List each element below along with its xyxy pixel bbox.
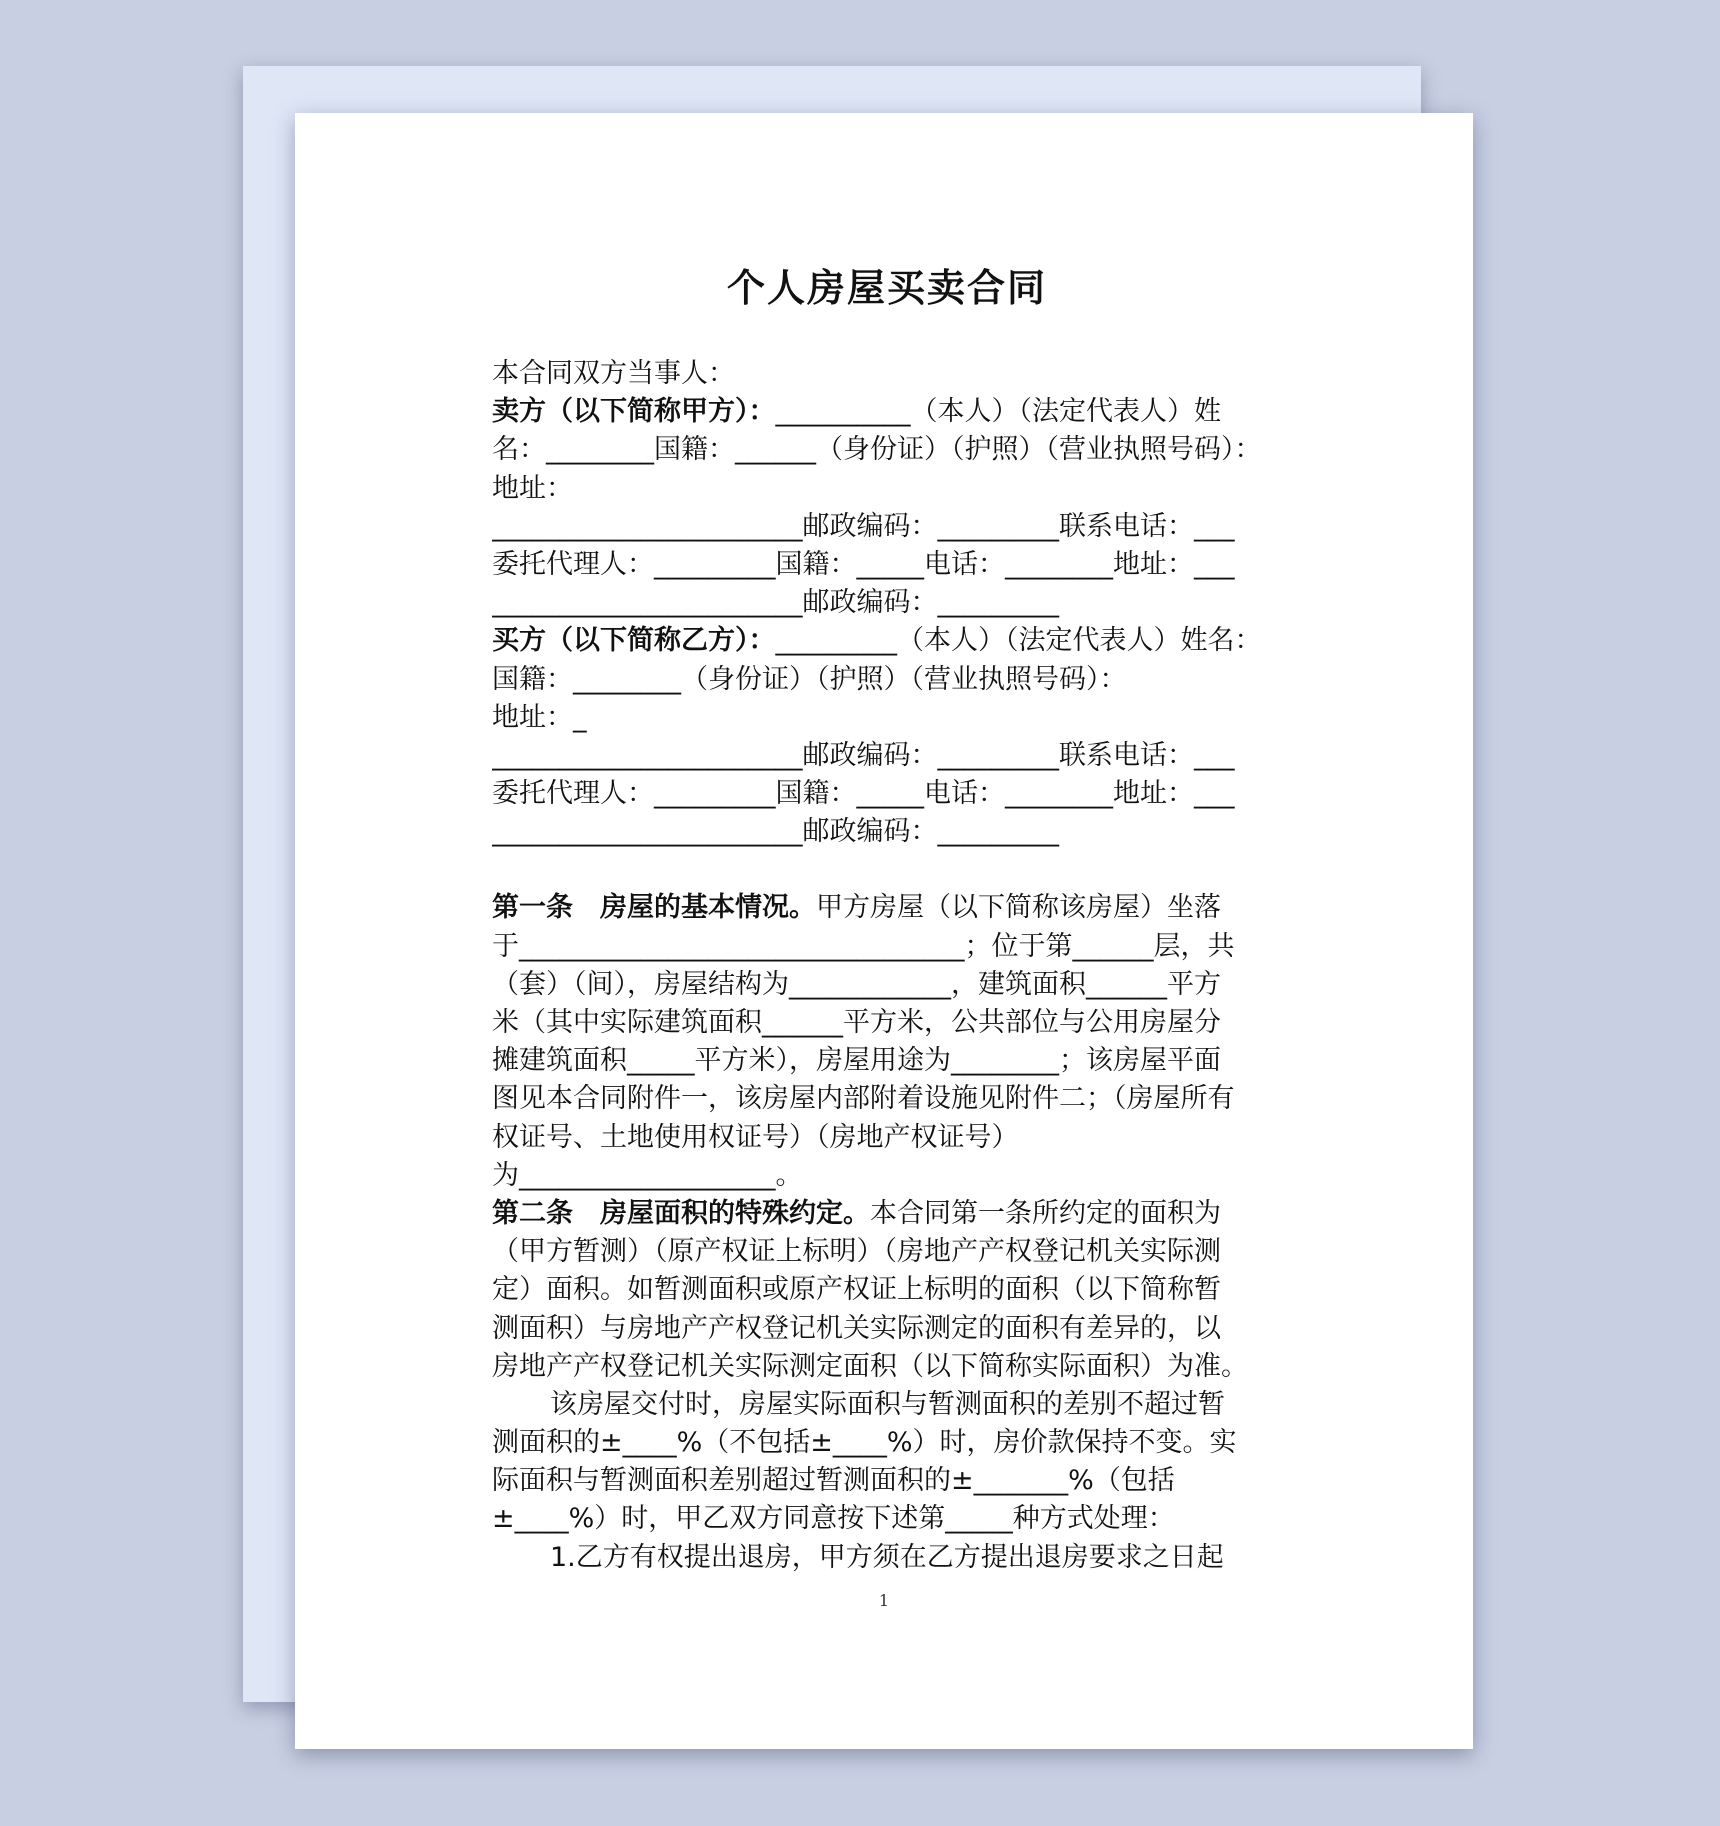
document-line xyxy=(492,737,1282,775)
line-text: 本合同第一条所约定的面积为 xyxy=(870,1197,1221,1229)
line-text: 图见本合同附件一，该房屋内部附着设施见附件二；（房屋所有 xyxy=(492,1083,1235,1115)
line-text: _______________________邮政编码：_________ xyxy=(492,587,1059,619)
document-line xyxy=(492,431,1282,469)
bold-heading: 买方（以下简称乙方）： xyxy=(492,625,776,657)
line-text: （套）（间），房屋结构为____________，建筑面积______平方 xyxy=(492,968,1221,1000)
document-line xyxy=(492,1310,1282,1348)
line-text: 1.乙方有权提出退房，甲方须在乙方提出退房要求之日起 xyxy=(550,1541,1224,1573)
document-page xyxy=(295,113,1473,1749)
line-text: 摊建筑面积_____平方米），房屋用途为________；该房屋平面 xyxy=(492,1045,1221,1077)
page-number: 1 xyxy=(878,1591,890,1610)
document-line xyxy=(492,1271,1282,1309)
document-line xyxy=(492,584,1282,622)
document-line xyxy=(492,1424,1282,1462)
document-line xyxy=(492,622,1282,660)
document-body xyxy=(492,263,1282,1577)
line-text: 为___________________。 xyxy=(492,1159,803,1191)
document-line xyxy=(492,508,1282,546)
document-line xyxy=(492,1348,1282,1386)
line-text: 本合同双方当事人： xyxy=(492,358,735,389)
document-line xyxy=(492,928,1282,966)
document-line xyxy=(492,1539,1282,1577)
line-text: _______________________邮政编码：_________ xyxy=(492,816,1059,848)
document-line xyxy=(492,1119,1282,1157)
bold-heading: 第二条 房屋面积的特殊约定。 xyxy=(492,1197,870,1229)
line-text: 甲方房屋（以下简称该房屋）坐落 xyxy=(816,892,1221,924)
line-text: 权证号、土地使用权证号）（房地产权证号） xyxy=(492,1121,1019,1153)
line-text: 测面积）与房地产产权登记机关实际测定的面积有差异的，以 xyxy=(492,1312,1221,1344)
document-line xyxy=(492,1042,1282,1080)
line-text: （甲方暂测）（原产权证上标明）（房地产产权登记机关实际测 xyxy=(492,1236,1221,1268)
document-line xyxy=(492,699,1282,737)
line-text: 国籍：________（身份证）（护照）（营业执照号码）： xyxy=(492,663,1127,695)
document-line xyxy=(492,966,1282,1004)
paragraph-gap xyxy=(492,851,1282,889)
line-text: 房地产产权登记机关实际测定面积（以下简称实际面积）为准。 xyxy=(492,1350,1248,1382)
line-text: __________（本人）（法定代表人）姓 xyxy=(775,396,1221,428)
document-line xyxy=(492,1004,1282,1042)
line-text: 委托代理人：_________国籍：_____电话：________地址：___ xyxy=(492,778,1235,810)
document-title: 个人房屋买卖合同 xyxy=(726,266,1047,310)
bold-heading: 卖方（以下简称甲方）： xyxy=(492,396,776,428)
line-text: 委托代理人：_________国籍：_____电话：________地址：___ xyxy=(492,548,1235,580)
document-line xyxy=(492,1233,1282,1271)
document-line xyxy=(492,813,1282,851)
bold-heading: 第一条 房屋的基本情况。 xyxy=(492,892,816,924)
document-line xyxy=(492,1195,1282,1233)
document-line xyxy=(492,775,1282,813)
line-text: _______________________邮政编码：_________联系电话：___ xyxy=(492,510,1235,542)
line-text: _______________________邮政编码：_________联系电话：___ xyxy=(492,739,1235,771)
document-line xyxy=(492,1386,1282,1424)
line-text: 地址： xyxy=(492,472,573,504)
document-line xyxy=(492,1462,1282,1500)
line-text: 名：________国籍：______（身份证）（护照）（营业执照号码）： xyxy=(492,434,1262,466)
line-text: 定）面积。如暂测面积或原产权证上标明的面积（以下简称暂 xyxy=(492,1274,1221,1306)
document-line xyxy=(492,1080,1282,1118)
document-line xyxy=(492,355,1282,393)
line-text: ±____%）时，甲乙双方同意按下述第_____种方式处理： xyxy=(492,1503,1175,1535)
document-lines xyxy=(492,355,1282,1577)
document-line xyxy=(492,889,1282,927)
line-text: 地址：_ xyxy=(492,701,587,733)
line-text: 测面积的±____%（不包括±____%）时，房价款保持不变。实 xyxy=(492,1427,1237,1459)
line-text: 于_________________________________；位于第______层，共 xyxy=(492,930,1235,962)
document-line xyxy=(492,1157,1282,1195)
line-text: 米（其中实际建筑面积______平方米，公共部位与公用房屋分 xyxy=(492,1007,1221,1038)
document-line xyxy=(492,546,1282,584)
line-text: _________（本人）（法定代表人）姓名： xyxy=(775,625,1262,657)
line-text: 际面积与暂测面积差别超过暂测面积的±_______%（包括 xyxy=(492,1465,1175,1497)
document-line xyxy=(492,393,1282,431)
document-line xyxy=(492,470,1282,508)
line-text: 该房屋交付时，房屋实际面积与暂测面积的差别不超过暂 xyxy=(550,1388,1225,1420)
document-line xyxy=(492,1500,1282,1538)
document-line xyxy=(492,661,1282,699)
